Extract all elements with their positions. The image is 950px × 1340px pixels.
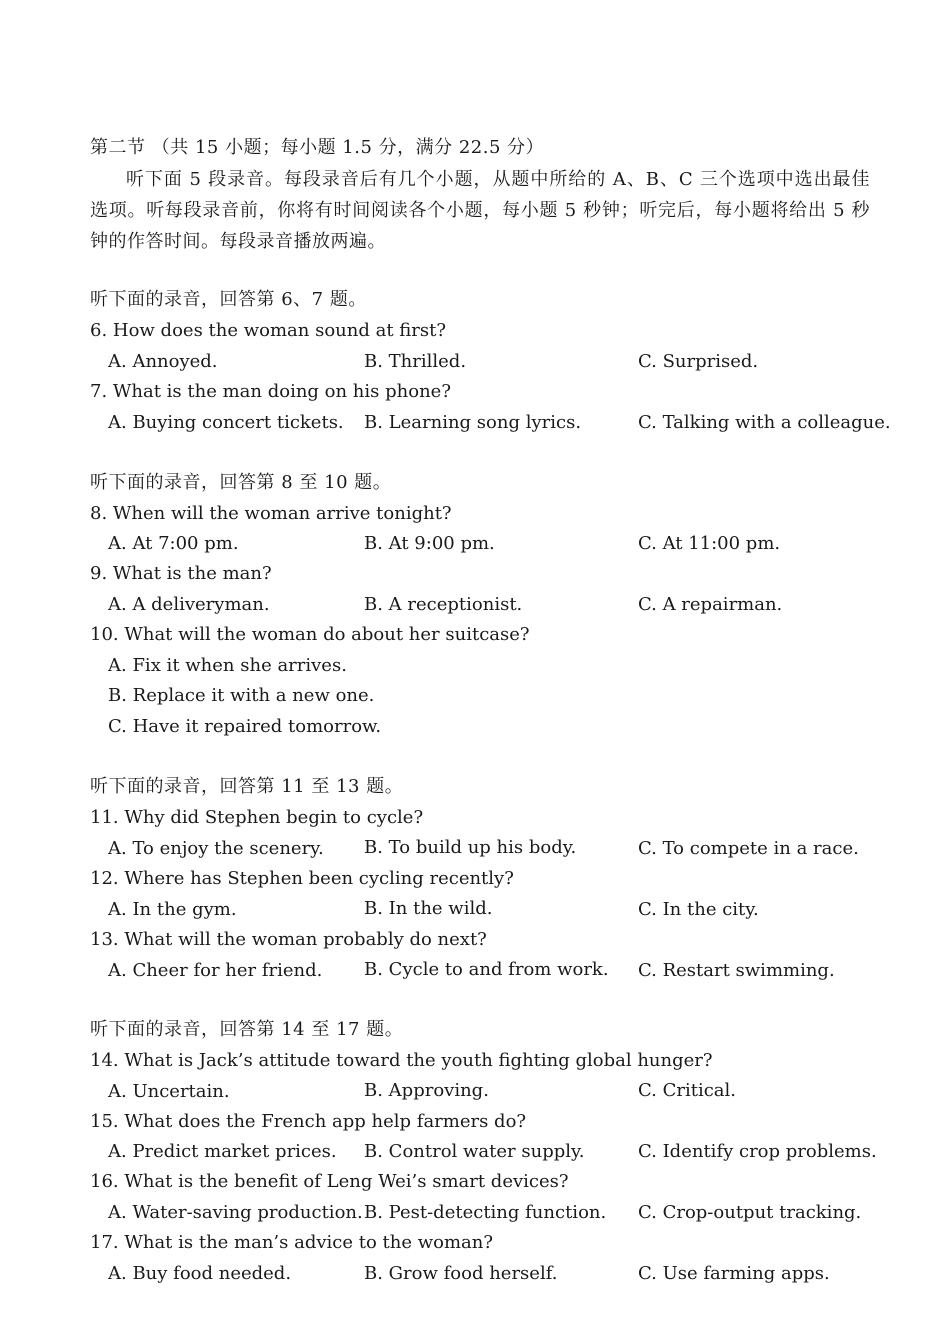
question-text: 11. Why did Stephen begin to cycle?	[90, 807, 424, 828]
question-text: 7. What is the man doing on his phone?	[90, 381, 451, 402]
option-a: A. Water-saving production.	[108, 1202, 363, 1223]
option-a: A. A deliveryman.	[108, 594, 270, 615]
option-b: B. Control water supply.	[364, 1141, 585, 1162]
section-instructions: 听下面 5 段录音。每段录音后有几个小题，从题中所给的 A、B、C 三个选项中选出最佳选项。听每段录音前，你将有时间阅读各个小题，每小题 5 秒钟；听完后，每小题将给出 5 秒钟的作答时间。每段录音播放两遍。	[90, 169, 870, 252]
question-text: 17. What is the man’s advice to the woman?	[90, 1232, 494, 1253]
option-b: B. Replace it with a new one.	[108, 685, 375, 706]
option-b: B. A receptionist.	[364, 594, 523, 615]
option-c: C. To compete in a race.	[638, 838, 859, 859]
option-b: B. Cycle to and from work.	[364, 959, 609, 980]
option-a: A. To enjoy the scenery.	[108, 838, 324, 859]
option-c: C. Identify crop problems.	[638, 1141, 877, 1162]
option-b: B. Pest-detecting function.	[364, 1202, 607, 1223]
option-b: B. Approving.	[364, 1080, 489, 1101]
option-a: A. Uncertain.	[108, 1081, 230, 1102]
option-c: C. Critical.	[638, 1080, 736, 1101]
option-a: A. Cheer for her friend.	[108, 960, 323, 981]
option-c: C. In the city.	[638, 899, 759, 920]
option-a: A. Fix it when she arrives.	[108, 655, 347, 676]
option-c: C. Crop-output tracking.	[638, 1202, 862, 1223]
question-text: 13. What will the woman probably do next?	[90, 929, 487, 950]
question-text: 14. What is Jack’s attitude toward the youth fighting global hunger?	[90, 1050, 713, 1071]
question-text: 12. Where has Stephen been cycling recently?	[90, 868, 514, 889]
group-heading: 听下面的录音，回答第 14 至 17 题。	[90, 1019, 404, 1040]
option-c: C. Restart swimming.	[638, 960, 835, 981]
option-c: C. Talking with a colleague.	[638, 412, 891, 433]
option-b: B. Learning song lyrics.	[364, 412, 582, 433]
option-c: C. Have it repaired tomorrow.	[108, 716, 382, 737]
option-c: C. Surprised.	[638, 351, 759, 372]
question-text: 15. What does the French app help farmers do?	[90, 1111, 527, 1132]
option-b: B. Thrilled.	[364, 351, 467, 372]
option-c: C. Use farming apps.	[638, 1263, 830, 1284]
option-b: B. To build up his body.	[364, 837, 577, 858]
option-a: A. Annoyed.	[108, 351, 218, 372]
question-text: 9. What is the man?	[90, 563, 272, 584]
group-heading: 听下面的录音，回答第 6、7 题。	[90, 289, 367, 310]
option-a: A. Buying concert tickets.	[108, 412, 344, 433]
option-a: A. Predict market prices.	[108, 1141, 337, 1162]
question-text: 8. When will the woman arrive tonight?	[90, 503, 452, 524]
option-c: C. At 11:00 pm.	[638, 533, 781, 554]
section-title: 第二节 （共 15 小题；每小题 1.5 分，满分 22.5 分）	[90, 137, 545, 158]
option-b: B. At 9:00 pm.	[364, 533, 495, 554]
question-text: 10. What will the woman do about her suitcase?	[90, 624, 530, 645]
option-c: C. A repairman.	[638, 594, 783, 615]
option-a: A. In the gym.	[108, 899, 237, 920]
group-heading: 听下面的录音，回答第 8 至 10 题。	[90, 472, 392, 493]
option-a: A. At 7:00 pm.	[108, 533, 239, 554]
option-b: B. Grow food herself.	[364, 1263, 558, 1284]
option-a: A. Buy food needed.	[108, 1263, 292, 1284]
question-text: 16. What is the benefit of Leng Wei’s smart devices?	[90, 1171, 569, 1192]
option-b: B. In the wild.	[364, 898, 493, 919]
question-text: 6. How does the woman sound at first?	[90, 320, 447, 341]
group-heading: 听下面的录音，回答第 11 至 13 题。	[90, 776, 404, 797]
